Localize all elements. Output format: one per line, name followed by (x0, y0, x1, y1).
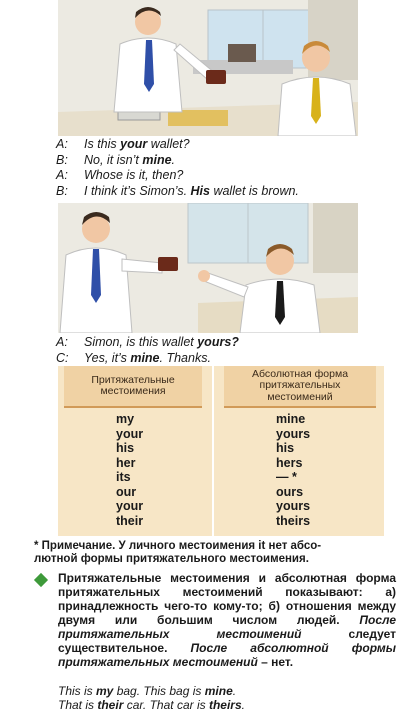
dialogue-text (84, 351, 211, 367)
pronoun-cell: my (116, 412, 135, 426)
text-run: . Thanks. (159, 350, 211, 365)
pronoun-cell: — * (276, 470, 297, 484)
emphasized-word: mine (204, 684, 233, 698)
column-divider (212, 366, 214, 536)
text-run: . (232, 684, 237, 698)
text-run: This is (58, 684, 97, 698)
dialogue-line (56, 137, 299, 153)
illustration-office-wallet (58, 0, 358, 136)
emphasized-word: mine (130, 350, 160, 365)
text-run: car. That car is (123, 698, 209, 712)
pronoun-cell: your (116, 499, 144, 513)
speaker-label: A: (56, 335, 68, 349)
table-header-possessive: Притяжательные местоимения (64, 366, 202, 408)
dialogue-line (56, 351, 239, 367)
emphasized-word: your (120, 137, 148, 151)
speaker-label: B: (56, 152, 68, 167)
pronoun-cell: his (276, 441, 295, 455)
pronoun-cell: your (116, 426, 144, 441)
emphasized-word: their (97, 698, 124, 712)
speaker-label: A: (56, 168, 68, 182)
diamond-bullet-icon (34, 573, 48, 587)
text-run: That is (58, 698, 98, 712)
pronoun-cell: mine (276, 412, 306, 426)
dialogue-text (84, 168, 183, 184)
emphasized-word: mine (142, 152, 172, 167)
pronoun-cell: hers (276, 455, 303, 470)
dialogue-2 (56, 335, 239, 366)
text-run: Yes, it’s (84, 350, 131, 365)
dialogue-text (84, 137, 190, 153)
text-run: wallet is brown. (209, 183, 299, 198)
speaker-label: C: (56, 350, 69, 365)
dialogue-1 (56, 137, 299, 199)
pronoun-cell: their (116, 513, 144, 528)
dialogue-line (56, 168, 299, 184)
text-run: Simon, is this wallet (84, 335, 198, 349)
pronoun-cell: our (116, 484, 137, 499)
emphasized-word: my (96, 684, 114, 698)
dialogue-text (84, 335, 239, 351)
dialogue-text (84, 153, 175, 169)
example-sentence (58, 684, 388, 698)
rule-paragraph: Притяжательные местоимения и абсолютная форма притяжательных местоимений показывают: а) принадлежность чего-то кому-то; б) отношения между двумя или большим числом людей. После притяжательных местоимений следует существительное. После абсолютной формы притяжательных местоимений – нет. (58, 571, 396, 669)
dialogue-line (56, 153, 299, 169)
dialogue-line (56, 184, 299, 200)
pronoun-cell: ours (276, 484, 304, 499)
text-run: wallet? (147, 137, 190, 151)
speaker-label: A: (56, 137, 68, 151)
emphasized-word: His (190, 183, 210, 198)
text-run: . (241, 698, 245, 712)
text-run: Is this (84, 137, 121, 151)
dialogue-line (56, 335, 239, 351)
absolute-form-column (276, 412, 310, 528)
illustration-wallet-returned (58, 203, 358, 333)
text-run: . (171, 152, 176, 167)
text-run: bag. This bag is (113, 684, 205, 698)
table-header-absolute: Абсолютная форма притяжательных местоимений (224, 366, 376, 408)
dialogue-text (84, 184, 299, 200)
text-run: Whose is it, then? (84, 168, 184, 182)
pronoun-cell: theirs (276, 513, 311, 528)
pronoun-cell: his (116, 441, 135, 455)
pronoun-cell: its (116, 470, 131, 484)
example-sentence (58, 698, 388, 712)
text-run: I think it’s Simon’s. (84, 183, 191, 198)
pronoun-cell: yours (276, 426, 311, 441)
possessive-pronouns-column (116, 412, 143, 528)
emphasized-word: yours? (197, 335, 239, 349)
text-run: No, it isn’t (84, 152, 143, 167)
emphasized-word: theirs (208, 698, 242, 712)
speaker-label: B: (56, 183, 68, 198)
footnote: * Примечание. У личного местоимения it нет абсо- лютной формы притяжательного местоимения. (34, 540, 322, 565)
pronoun-cell: her (116, 455, 136, 470)
pronoun-cell: yours (276, 499, 311, 513)
pronoun-table (58, 366, 384, 536)
